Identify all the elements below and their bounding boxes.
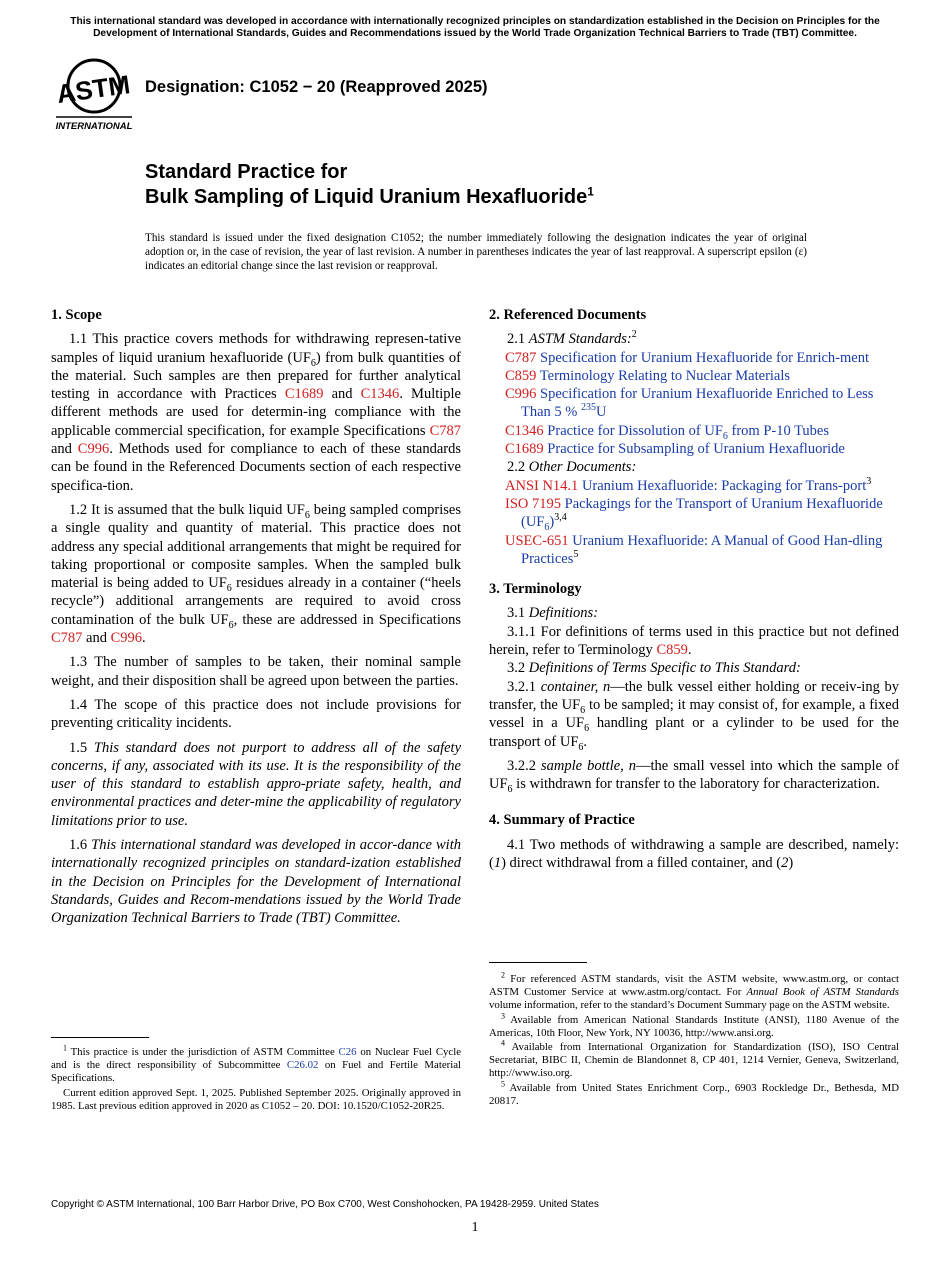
ref-item-c1346[interactable]: C1346 Practice for Dissolution of $UF_6$ from P-10 Tubes [505,422,830,442]
ref-item-ansi[interactable]: ANSI N14.1 Uranium Hexafluoride: Packaging for Trans-port$^3$ [505,475,872,494]
ref-link-c859[interactable]: C859 [656,642,688,659]
para-1-3: 1.3 The number of samples to be taken, their nominal sample weight, and their disposition shall be agreed upon between the parties. [51,654,461,689]
section-referenced-heading: 2. Referenced Documents [489,307,647,323]
page-number: 1 [471,1220,479,1235]
link-c26-02[interactable]: C26.02 [286,1059,319,1072]
footnote-rule-left [51,1037,149,1038]
standard-notice: This international standard was developed in accordance with internationally recognized principles on standardization established in the Decision on Principles for the Development of International Standards, Guides and Recommendations issued by the World Trade Organization Technical Barriers to Trade (TBT) Committee. [70,16,880,39]
section-scope-heading: 1. Scope [51,307,102,323]
logo-text: INTERNATIONAL [55,121,133,132]
footnote-4: $^4$ Available from International Organization for Standardization (ISO), ISO Central Secretariat, BIBC II, Chemin de Blandonnet 8, CP 401, 1214 Vernier, Geneva, Switzerland, http://www.iso.org. [489,1038,899,1080]
section-terminology-heading: 3. Terminology [489,581,582,598]
copyright: Copyright © ASTM International, 100 Barr Harbor Drive, PO Box C700, West Conshohocken, PA 19428-2959. United States [51,1199,599,1210]
title-line1: Standard Practice for [145,161,348,183]
astm-standards-label: 2.1 ASTM Standards:$^2$ [507,329,637,348]
para-3-1-1: 3.1.1 For definitions of terms used in this practice but not defined herein, refer to Terminology C859. [489,623,899,659]
astm-logo [54,54,134,134]
footnote-1-edition: Current edition approved Sept. 1, 2025. Published September 2025. Originally approved in 1985. Last previous edition approved in 2020 as C1052 – 20. DOI: 10.1520/C1052-20R25. [51,1086,461,1112]
document-title [145,160,594,210]
preamble: This standard is issued under the fixed designation C1052; the number immediately following the designation indicates the year of original adoption or, in the case of revision, the year of last revision. A number in parentheses indicates the year of last reapproval. A superscript epsilon (ε) indicates an editorial change since the last revision or reapproval. [145,232,807,272]
ref-link-c996[interactable]: C996 [110,630,143,647]
para-4-1: 4.1 Two methods of withdrawing a sample are described, namely: (1) direct withdrawal from a filled container, and (2) [489,836,899,872]
logo-letters: ASTM [54,69,132,110]
footnotes-left [51,1043,462,1114]
footnote-2: $^2$ For referenced ASTM standards, visit the ASTM website, www.astm.org, or contact ASTM Customer Service at www.astm.org/contact. For Annual Book of ASTM Standards volume information, refer to the standard’s Document Summary page on the ASTM website. [489,970,899,1012]
other-documents-label: 2.2 Other Documents: [507,459,637,476]
ref-link-c996[interactable]: C996 [77,441,110,458]
designation: Designation: C1052 − 20 (Reapproved 2025) [145,78,488,96]
footnote-rule-right [489,962,587,963]
ref-item-c996[interactable]: C996 Specification for Uranium Hexafluoride Enriched to Less Than 5 % $^{235}$U [505,386,874,421]
ref-link-c1346[interactable]: C1346 [360,386,400,403]
section-summary-heading: 4. Summary of Practice [489,812,635,829]
para-1-4: 1.4 The scope of this practice does not include provisions for preventing criticality incidents. [51,696,461,732]
ref-item-c787[interactable]: C787 Specification for Uranium Hexafluoride for Enrich-ment [505,349,869,366]
para-1-2: 1.2 It is assumed that the bulk liquid $UF_6$ being sampled comprises a single quality and quantity of material. This practice does not address any special additional arrangements that might be required for taking proportional or composite samples. When the sampled bulk material is being added to $UF_6$ residues already in a container (“heels recycle”) additional arrangements are required to avoid cross contamination of the bulk $UF_6$, these are addressed in Specifications C787 and C996. [51,501,461,647]
footnote-5: $^5$ Available from United States Enrichment Corp., 6903 Rockledge Dr., Bethesda, MD 20817. [489,1079,899,1107]
footnotes-right [489,970,899,1109]
ref-link-c787[interactable]: C787 [429,422,461,439]
para-1-1: 1.1 This practice covers methods for withdrawing represen-tative samples of liquid uranium hexafluoride $(UF_6)$ from bulk quantities of the material. Such samples are then prepared for further analytical testing in accordance with Practices C1689 and C1346. Multiple different methods are used for determin-ing compliance with the applicable commercial specification, for example Specifications C787 and C996. Methods used for compliance to each of these standards can be found in the Referenced Documents section of each respective specifica-tion. [51,331,462,494]
footnote-1: $^1$ This practice is under the jurisdiction of ASTM Committee C26 on Nuclear Fuel Cycle and is the direct responsibility of Subcommittee C26.02 on Fuel and Fertile Material Specifications. [51,1043,462,1085]
title-footnote-mark: 1 [587,184,594,199]
para-3-2-1: 3.2.1 container, n—the bulk vessel either holding or receiv-ing by transfer, the $UF_6$ to be sampled; it may consist of, for example, a fixed vessel in a $UF_6$ handling plant or a cylinder to be used for the transport of $UF_6$. [489,678,900,753]
right-column [489,306,899,878]
ref-link-c787[interactable]: C787 [51,630,83,647]
link-c26[interactable]: C26 [338,1046,357,1058]
astm-logo-icon [54,54,134,134]
footnote-3: $^3$ Available from American National Standards Institute (ANSI), 1180 Avenue of the Americas, 10th Floor, New York, NY 10036, http://www.ansi.org. [489,1011,899,1039]
ref-item-c1689[interactable]: C1689 Practice for Subsampling of Uranium Hexafluoride [505,441,845,458]
ref-link-c1689[interactable]: C1689 [284,386,324,403]
ref-item-iso[interactable]: ISO 7195 Packagings for the Transport of Uranium Hexafluoride $(UF_6)^{3,4}$ [505,495,883,534]
para-3-2-2: 3.2.2 sample bottle, n—the small vessel into which the sample of $UF_6$ is withdrawn for transfer to the laboratory for characterization. [489,757,900,796]
ref-item-c859[interactable]: C859 Terminology Relating to Nuclear Materials [505,367,791,384]
ref-item-usec[interactable]: USEC-651 Uranium Hexafluoride: A Manual of Good Han-dling Practices$^5$ [505,532,883,567]
title-line2: Bulk Sampling of Liquid Uranium Hexafluoride$^1$ [145,184,594,208]
definitions-label: 3.1 Definitions: [507,605,599,622]
para-1-5: 1.5 This standard does not purport to address all of the safety concerns, if any, associated with its use. It is the responsibility of the user of this standard to establish appro-priate safety, health, and environmental practices and deter-mine the applicability of regulatory limitations prior to use. [51,739,462,829]
definitions-specific-label: 3.2 Definitions of Terms Specific to This Standard: [507,660,801,677]
left-column [51,306,461,934]
para-1-6: 1.6 This international standard was developed in accor-dance with internationally recognized principles on standard-ization established in the Decision on Principles for the Development of International Standards, Guides and Recom-mendations issued by the World Trade Organization Technical Barriers to Trade (TBT) Committee. [51,837,461,927]
